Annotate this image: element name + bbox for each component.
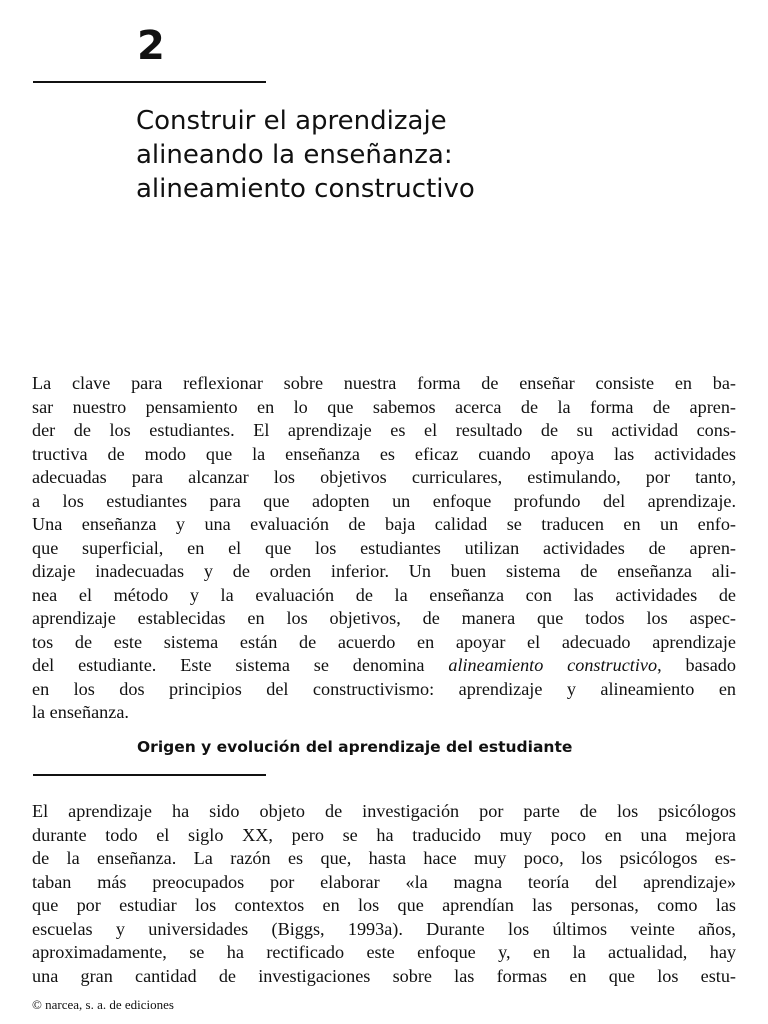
text-line: adecuadas para alcanzar los objetivos curriculares, estimulando, por tanto, [32,467,736,487]
section-heading: Origen y evolución del aprendizaje del estudiante [137,738,573,756]
text-line: que por estudiar los contextos en los que aprendían las personas, como las [32,895,736,915]
text-line: de la enseñanza. La razón es que, hasta hace muy poco, los psicólogos es- [32,848,736,868]
text-segment: , basado [657,655,736,675]
chapter-number: 2 [137,23,165,69]
text-line: en los dos principios del constructivismo: aprendizaje y alineamiento en [32,678,736,699]
copyright-footer: © narcea, s. a. de ediciones [32,997,174,1012]
text-line: Una enseñanza y una evaluación de baja calidad se traducen en un enfo- [32,514,736,534]
text-line: tos de este sistema están de acuerdo en apoyar el adecuado aprendizaje [32,631,736,652]
emphasized-term: alineamiento constructivo [448,655,658,675]
text-line: a los estudiantes para que adopten un enfoque profundo del aprendizaje. [32,490,736,511]
text-line [32,654,736,678]
text-line: sar nuestro pensamiento en lo que sabemos acerca de la forma de apren- [32,396,736,417]
text-line: durante todo el siglo XX, pero se ha traducido muy poco en una mejora [32,824,736,845]
section-paragraph [32,800,736,988]
text-line: dizaje inadecuadas y de orden inferior. Un buen sistema de enseñanza ali- [32,561,736,581]
chapter-title [136,104,736,206]
text-line: que superficial, en el que los estudiantes utilizan actividades de apren- [32,537,736,558]
text-line: escuelas y universidades (Biggs, 1993a). Durante los últimos veinte años, [32,918,736,939]
chapter-divider [33,81,266,83]
text-line: nea el método y la evaluación de la enseñanza con las actividades de [32,584,736,605]
text-line: La clave para reflexionar sobre nuestra forma de enseñar consiste en ba- [32,373,736,393]
text-line: der de los estudiantes. El aprendizaje es el resultado de su actividad cons- [32,420,736,440]
text-segment: del estudiante. Este sistema se denomina [32,655,449,675]
text-line: aprendizaje establecidas en los objetivos, de manera que todos los aspec- [32,608,736,628]
section-divider [33,774,266,776]
text-line: una gran cantidad de investigaciones sobre las formas en que los estu- [32,965,736,986]
text-line: aproximadamente, se ha rectificado este enfoque y, en la actualidad, hay [32,942,736,962]
chapter-title-line: Construir el aprendizaje [136,106,447,136]
text-line: El aprendizaje ha sido objeto de investigación por parte de los psicólogos [32,801,736,821]
intro-paragraph [32,372,736,725]
text-line: taban más preocupados por elaborar «la magna teoría del aprendizaje» [32,871,736,892]
chapter-title-line: alineamiento constructivo [136,174,475,204]
text-line: la enseñanza. [32,702,129,722]
chapter-title-line: alineando la enseñanza: [136,140,453,170]
text-line: tructiva de modo que la enseñanza es eficaz cuando apoya las actividades [32,443,736,464]
